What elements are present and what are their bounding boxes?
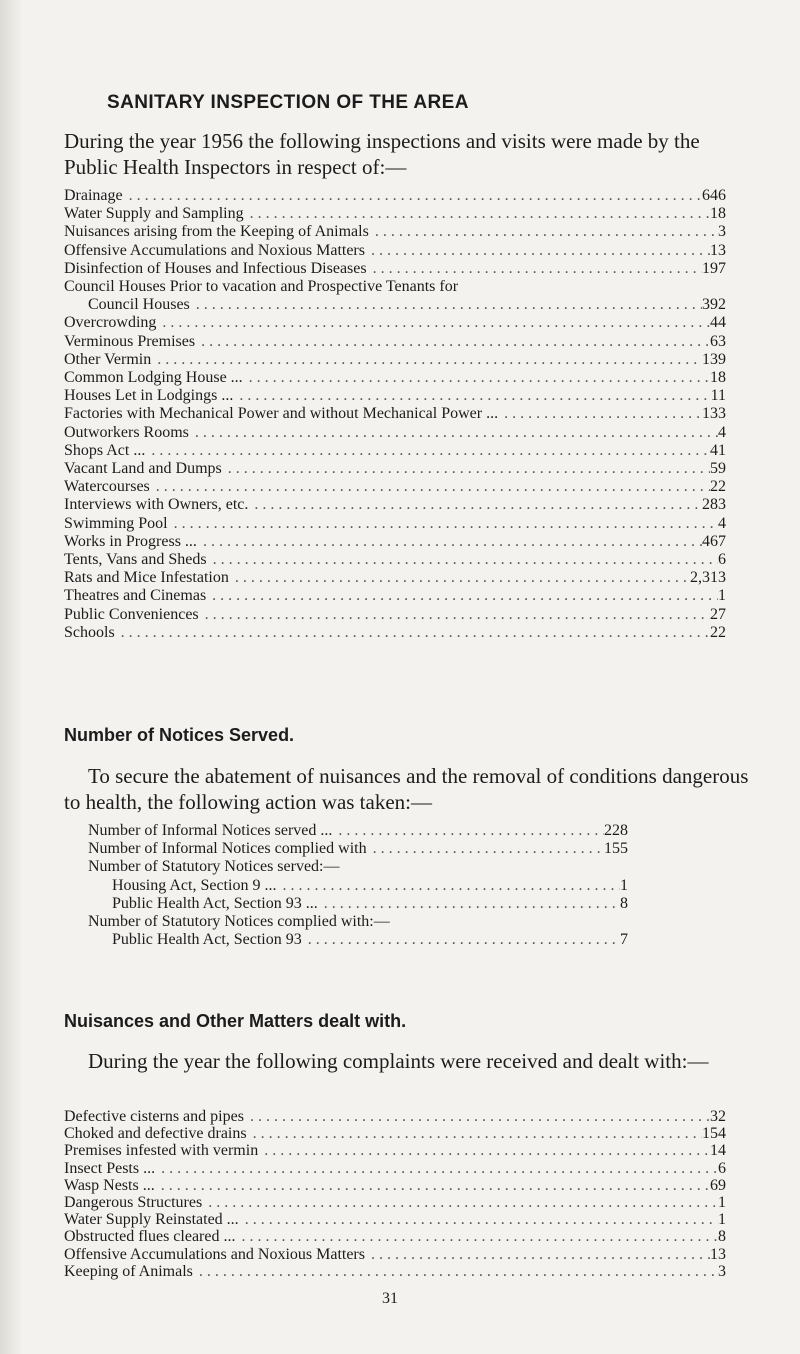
list-item <box>64 405 726 423</box>
item-value: 139 <box>702 350 726 368</box>
item-value: 18 <box>710 369 726 387</box>
item-label: Interviews with Owners, etc. <box>64 496 249 514</box>
list-item <box>64 1177 726 1194</box>
list-item <box>64 260 726 278</box>
list-item <box>64 442 726 460</box>
list-item <box>64 624 726 642</box>
list-item <box>64 314 726 332</box>
page-title: SANITARY INSPECTION OF THE AREA <box>107 92 469 113</box>
item-label: Defective cisterns and pipes <box>64 1108 244 1125</box>
item-value: 155 <box>604 840 628 858</box>
item-value: 13 <box>710 1245 726 1263</box>
list-item <box>64 1246 726 1263</box>
list-item <box>64 1160 726 1177</box>
list-item <box>64 1194 726 1211</box>
item-value: 283 <box>702 496 726 514</box>
list-item <box>64 496 726 514</box>
item-label: Factories with Mechanical Power and without Mechanical Power ... <box>64 405 499 423</box>
list-item <box>88 858 628 876</box>
item-label: Disinfection of Houses and Infectious Diseases <box>64 259 367 277</box>
item-label: Water Supply and Sampling <box>64 205 244 223</box>
item-label: Other Vermin <box>64 350 152 368</box>
item-label: Schools <box>64 623 115 641</box>
list-item <box>64 424 726 442</box>
item-value: 63 <box>710 332 726 350</box>
item-label: Public Health Act, Section 93 <box>112 931 302 949</box>
item-label: Verminous Premises <box>64 332 196 350</box>
list-item <box>88 877 628 895</box>
item-label: Shops Act ... <box>64 441 146 459</box>
list-item <box>64 551 726 569</box>
item-value: 1 <box>718 587 726 605</box>
list-item <box>64 606 726 624</box>
item-label: Swimming Pool <box>64 514 168 532</box>
list-item <box>88 840 628 858</box>
item-label: Keeping of Animals <box>64 1262 193 1280</box>
item-label: Offensive Accumulations and Noxious Matters <box>64 241 365 259</box>
intro-paragraph: During the year 1956 the following inspections and visits were made by the Public Health Inspectors in respect of:— <box>64 129 700 179</box>
list-item <box>64 478 726 496</box>
item-value: 59 <box>710 460 726 478</box>
item-label: Drainage <box>64 187 123 204</box>
item-value: 22 <box>710 478 726 496</box>
item-label: Choked and defective drains <box>64 1125 247 1143</box>
list-item <box>64 278 726 296</box>
item-label: Number of Informal Notices complied with <box>88 840 367 858</box>
item-label: Housing Act, Section 9 ... <box>112 876 277 894</box>
list-item <box>64 205 726 223</box>
list-item <box>64 1263 726 1280</box>
item-value: 44 <box>710 314 726 332</box>
notices-heading: Number of Notices Served. <box>64 725 295 745</box>
page-edge-shadow <box>0 0 22 1354</box>
item-value: 69 <box>710 1176 726 1194</box>
item-label: Works in Progress ... <box>64 532 197 550</box>
item-value: 1 <box>718 1211 726 1229</box>
item-label: Overcrowding <box>64 314 157 332</box>
item-value: 6 <box>718 551 726 569</box>
list-item <box>64 369 726 387</box>
item-value: 41 <box>710 441 726 459</box>
item-value: 646 <box>702 187 726 204</box>
item-label: Vacant Land and Dumps <box>64 460 222 478</box>
item-value: 22 <box>710 623 726 641</box>
list-item <box>88 913 628 931</box>
notices-intro: To secure the abatement of nuisances and the removal of conditions dangerous to health, the following action was taken:— <box>64 764 749 814</box>
nuisances-heading: Nuisances and Other Matters dealt with. <box>64 1011 407 1031</box>
list-item <box>64 1228 726 1245</box>
item-label: Wasp Nests ... <box>64 1176 155 1194</box>
list-item <box>64 1125 726 1142</box>
list-item <box>88 931 628 949</box>
item-value: 13 <box>710 241 726 259</box>
item-label: Number of Statutory Notices served:— <box>88 858 340 876</box>
item-value: 2,313 <box>690 569 726 587</box>
item-label: Water Supply Reinstated ... <box>64 1211 239 1229</box>
list-item <box>64 460 726 478</box>
list-item <box>88 822 628 840</box>
list-item <box>64 187 726 205</box>
item-value: 7 <box>620 931 628 949</box>
item-value: 3 <box>718 1262 726 1280</box>
item-label: Premises infested with vermin <box>64 1142 259 1160</box>
item-label: Rats and Mice Infestation <box>64 569 229 587</box>
item-value: 133 <box>702 405 726 423</box>
item-label: Offensive Accumulations and Noxious Matters <box>64 1245 365 1263</box>
list-item <box>64 333 726 351</box>
item-value: 1 <box>620 876 628 894</box>
item-value: 4 <box>718 514 726 532</box>
item-value: 32 <box>710 1108 726 1125</box>
list-item <box>88 895 628 913</box>
item-label: Outworkers Rooms <box>64 423 189 441</box>
list-item <box>64 351 726 369</box>
item-value: 8 <box>620 894 628 912</box>
item-value: 18 <box>710 205 726 223</box>
list-item <box>64 1108 726 1125</box>
item-label: Theatres and Cinemas <box>64 587 207 605</box>
list-item <box>64 1142 726 1159</box>
list-item <box>64 387 726 405</box>
item-value: 3 <box>718 223 726 241</box>
item-value: 392 <box>702 296 726 314</box>
item-value: 197 <box>702 259 726 277</box>
item-value: 467 <box>702 532 726 550</box>
item-label: Council Houses Prior to vacation and Prospective Tenants for <box>64 278 459 296</box>
item-value: 6 <box>718 1159 726 1177</box>
item-label: Public Conveniences <box>64 605 199 623</box>
list-item <box>64 533 726 551</box>
item-label: Number of Statutory Notices complied with:— <box>88 913 390 931</box>
item-label: Houses Let in Lodgings ... <box>64 387 234 405</box>
item-label: Obstructed flues cleared ... <box>64 1228 236 1246</box>
list-item <box>64 569 726 587</box>
nuisances-list <box>64 1108 726 1280</box>
item-label: Dangerous Structures <box>64 1194 203 1212</box>
list-item <box>64 587 726 605</box>
item-label: Public Health Act, Section 93 ... <box>112 894 318 912</box>
item-value: 27 <box>710 605 726 623</box>
item-label: Watercourses <box>64 478 150 496</box>
item-label: Insect Pests ... <box>64 1159 156 1177</box>
item-label: Council Houses <box>88 296 190 314</box>
inspections-list <box>64 187 726 642</box>
item-value: 1 <box>718 1194 726 1212</box>
item-value: 14 <box>710 1142 726 1160</box>
list-item <box>64 296 726 314</box>
list-item <box>64 223 726 241</box>
item-value: 11 <box>710 387 726 405</box>
page-number: 31 <box>382 1290 398 1307</box>
item-value: 4 <box>718 423 726 441</box>
notices-list <box>88 822 628 949</box>
item-label: Number of Informal Notices served ... <box>88 822 333 839</box>
item-value: 228 <box>604 822 628 839</box>
list-item <box>64 1211 726 1228</box>
list-item <box>64 515 726 533</box>
item-value: 154 <box>702 1125 726 1143</box>
item-label: Tents, Vans and Sheds <box>64 551 207 569</box>
nuisances-intro: During the year the following complaints were received and dealt with:— <box>88 1049 709 1073</box>
item-label: Common Lodging House ... <box>64 369 243 387</box>
item-value: 8 <box>718 1228 726 1246</box>
list-item <box>64 242 726 260</box>
item-label: Nuisances arising from the Keeping of Animals <box>64 223 369 241</box>
